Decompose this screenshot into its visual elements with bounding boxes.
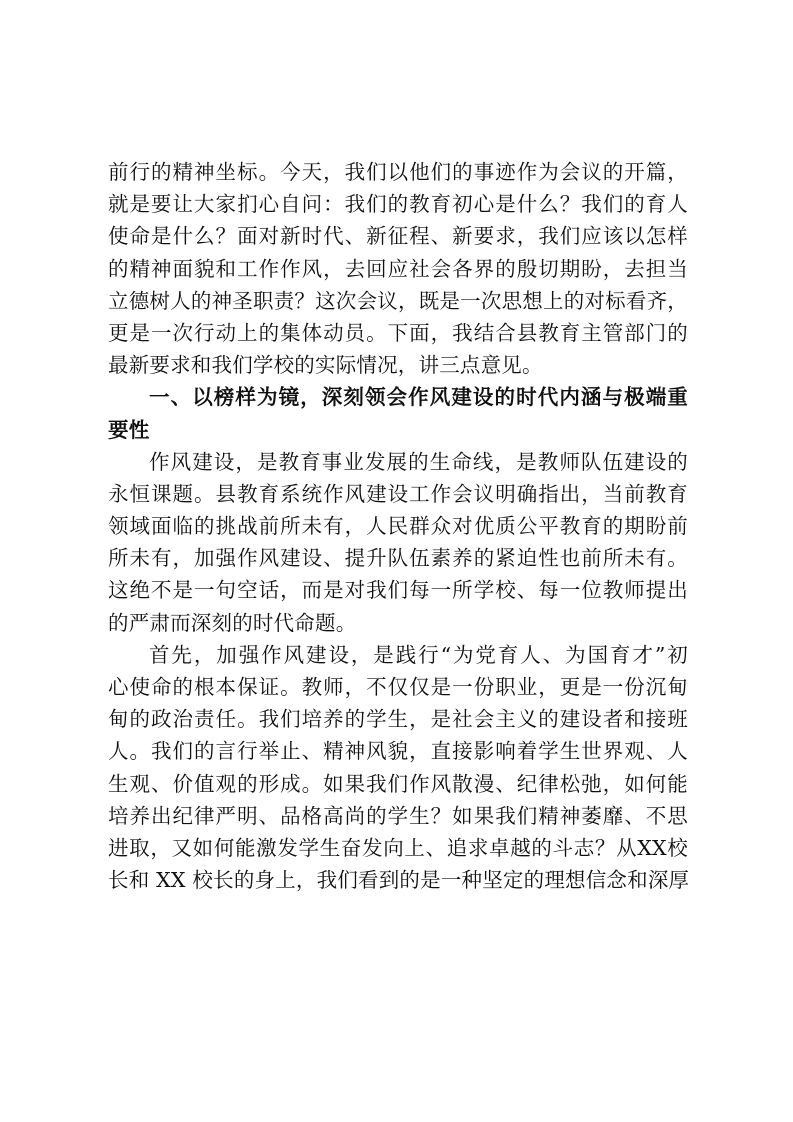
text-line: 永恒课题。县教育系统作风建设工作会议明确指出，当前教育 bbox=[108, 481, 688, 506]
text-line: 甸的政治责任。我们培养的学生，是社会主义的建设者和接班 bbox=[108, 707, 688, 732]
text-line: 使命是什么？面对新时代、新征程、新要求，我们应该以怎样 bbox=[108, 224, 688, 249]
text-line: 前行的精神坐标。今天，我们以他们的事迹作为会议的开篇， bbox=[108, 160, 688, 184]
text-line: 所未有，加强作风建设、提升队伍素养的紧迫性也前所未有。 bbox=[108, 546, 688, 571]
text-line: 领域面临的挑战前所未有，人民群众对优质公平教育的期盼前 bbox=[108, 514, 688, 539]
text-line: 首先，加强作风建设，是践行“为党育人、为国育才”初 bbox=[149, 642, 688, 667]
text-line: 更是一次行动上的集体动员。下面，我结合县教育主管部门的 bbox=[108, 320, 688, 345]
text-line: 立德树人的神圣职责？这次会议，既是一次思想上的对标看齐， bbox=[108, 288, 688, 313]
text-line: 长和 XX 校长的身上，我们看到的是一种坚定的理想信念和深厚 bbox=[108, 868, 690, 893]
text-line: 作风建设，是教育事业发展的生命线，是教师队伍建设的 bbox=[149, 449, 688, 474]
paragraph-intro-continuation bbox=[108, 156, 688, 381]
paragraph-first-point bbox=[108, 639, 688, 897]
paragraph-style-building bbox=[108, 446, 688, 639]
text-line: 心使命的根本保证。教师，不仅仅是一份职业，更是一份沉甸 bbox=[108, 675, 688, 699]
text-line: 培养出纪律严明、品格高尚的学生？如果我们精神萎靡、不思 bbox=[108, 803, 688, 828]
text-line: 这绝不是一句空话，而是对我们每一所学校、每一位教师提出 bbox=[108, 578, 688, 603]
text-line: 的严肃而深刻的时代命题。 bbox=[108, 610, 357, 635]
section-heading bbox=[108, 381, 688, 445]
text-line: 就是要让大家扪心自问：我们的教育初心是什么？我们的育人 bbox=[108, 192, 688, 217]
text-line: 生观、价值观的形成。如果我们作风散漫、纪律松弛，如何能 bbox=[108, 771, 688, 796]
text-line: 最新要求和我们学校的实际情况，讲三点意见。 bbox=[108, 353, 543, 378]
heading-line: 要性 bbox=[108, 417, 150, 442]
heading-line: 一、以榜样为镜，深刻领会作风建设的时代内涵与极端重 bbox=[149, 385, 688, 410]
text-line: 进取，又如何能激发学生奋发向上、追求卓越的斗志？从XX校 bbox=[108, 835, 688, 860]
text-line: 人。我们的言行举止、精神风貌，直接影响着学生世界观、人 bbox=[108, 739, 688, 764]
text-line: 的精神面貌和工作作风，去回应社会各界的殷切期盼，去担当 bbox=[108, 256, 688, 281]
document-body bbox=[108, 156, 688, 896]
